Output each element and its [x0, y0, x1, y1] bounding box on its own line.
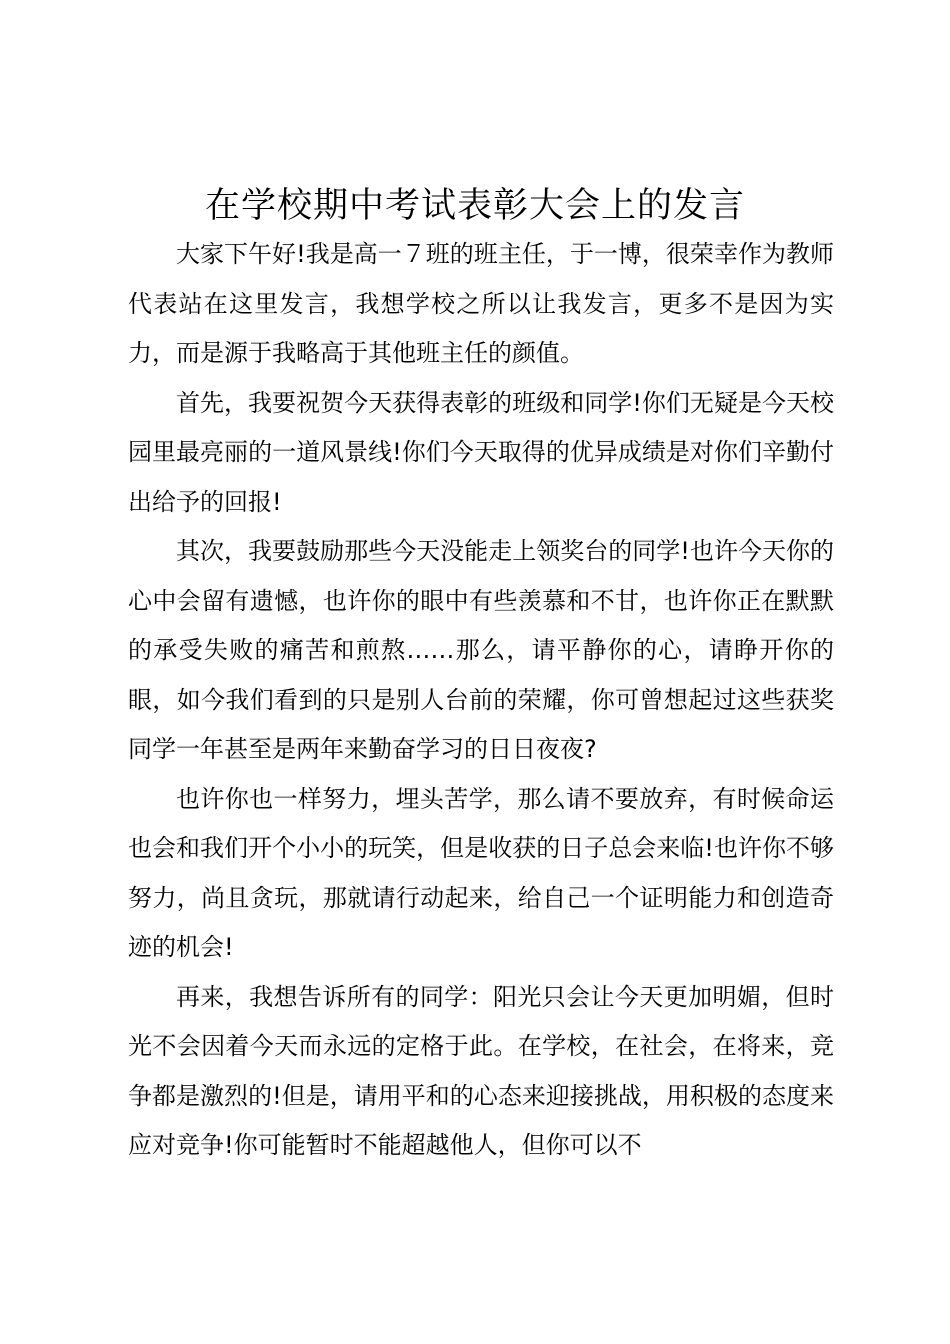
- paragraph-5: 再来，我想告诉所有的同学：阳光只会让今天更加明媚，但时光不会因着今天而永远的定格于此。在学校，在社会，在将来，竞争都是激烈的!但是，请用平和的心态来迎接挑战，用积极的态度来应对竞争!你可能暂时不能超越他人，但你可以不: [128, 982, 834, 1159]
- document-title: 在学校期中考试表彰大会上的发言: [204, 186, 745, 226]
- paragraph-4: 也许你也一样努力，埋头苦学，那么请不要放弃，有时候命运也会和我们开个小小的玩笑，但是收获的日子总会来临!也许你不够努力，尚且贪玩，那就请行动起来，给自己一个证明能力和创造奇迹的机会!: [128, 784, 834, 961]
- paragraph-3: 其次，我要鼓励那些今天没能走上领奖台的同学!也许今天你的心中会留有遗憾，也许你的眼中有些羡慕和不甘，也许你正在默默的承受失败的痛苦和煎熬……那么，请平静你的心，请睁开你的眼，如今我们看到的只是别人台前的荣耀，你可曾想起过这些获奖同学一年甚至是两年来勤奋学习的日日夜夜?: [128, 537, 834, 763]
- document-body: [128, 230, 834, 1171]
- paragraph-2: 首先，我要祝贺今天获得表彰的班级和同学!你们无疑是今天校园里最亮丽的一道风景线!你们今天取得的优异成绩是对你们辛勤付出给予的回报!: [128, 388, 834, 516]
- paragraph-1: 大家下午好!我是高一７班的班主任，于一博，很荣幸作为教师代表站在这里发言，我想学校之所以让我发言，更多不是因为实力，而是源于我略高于其他班主任的颜值。: [128, 240, 834, 367]
